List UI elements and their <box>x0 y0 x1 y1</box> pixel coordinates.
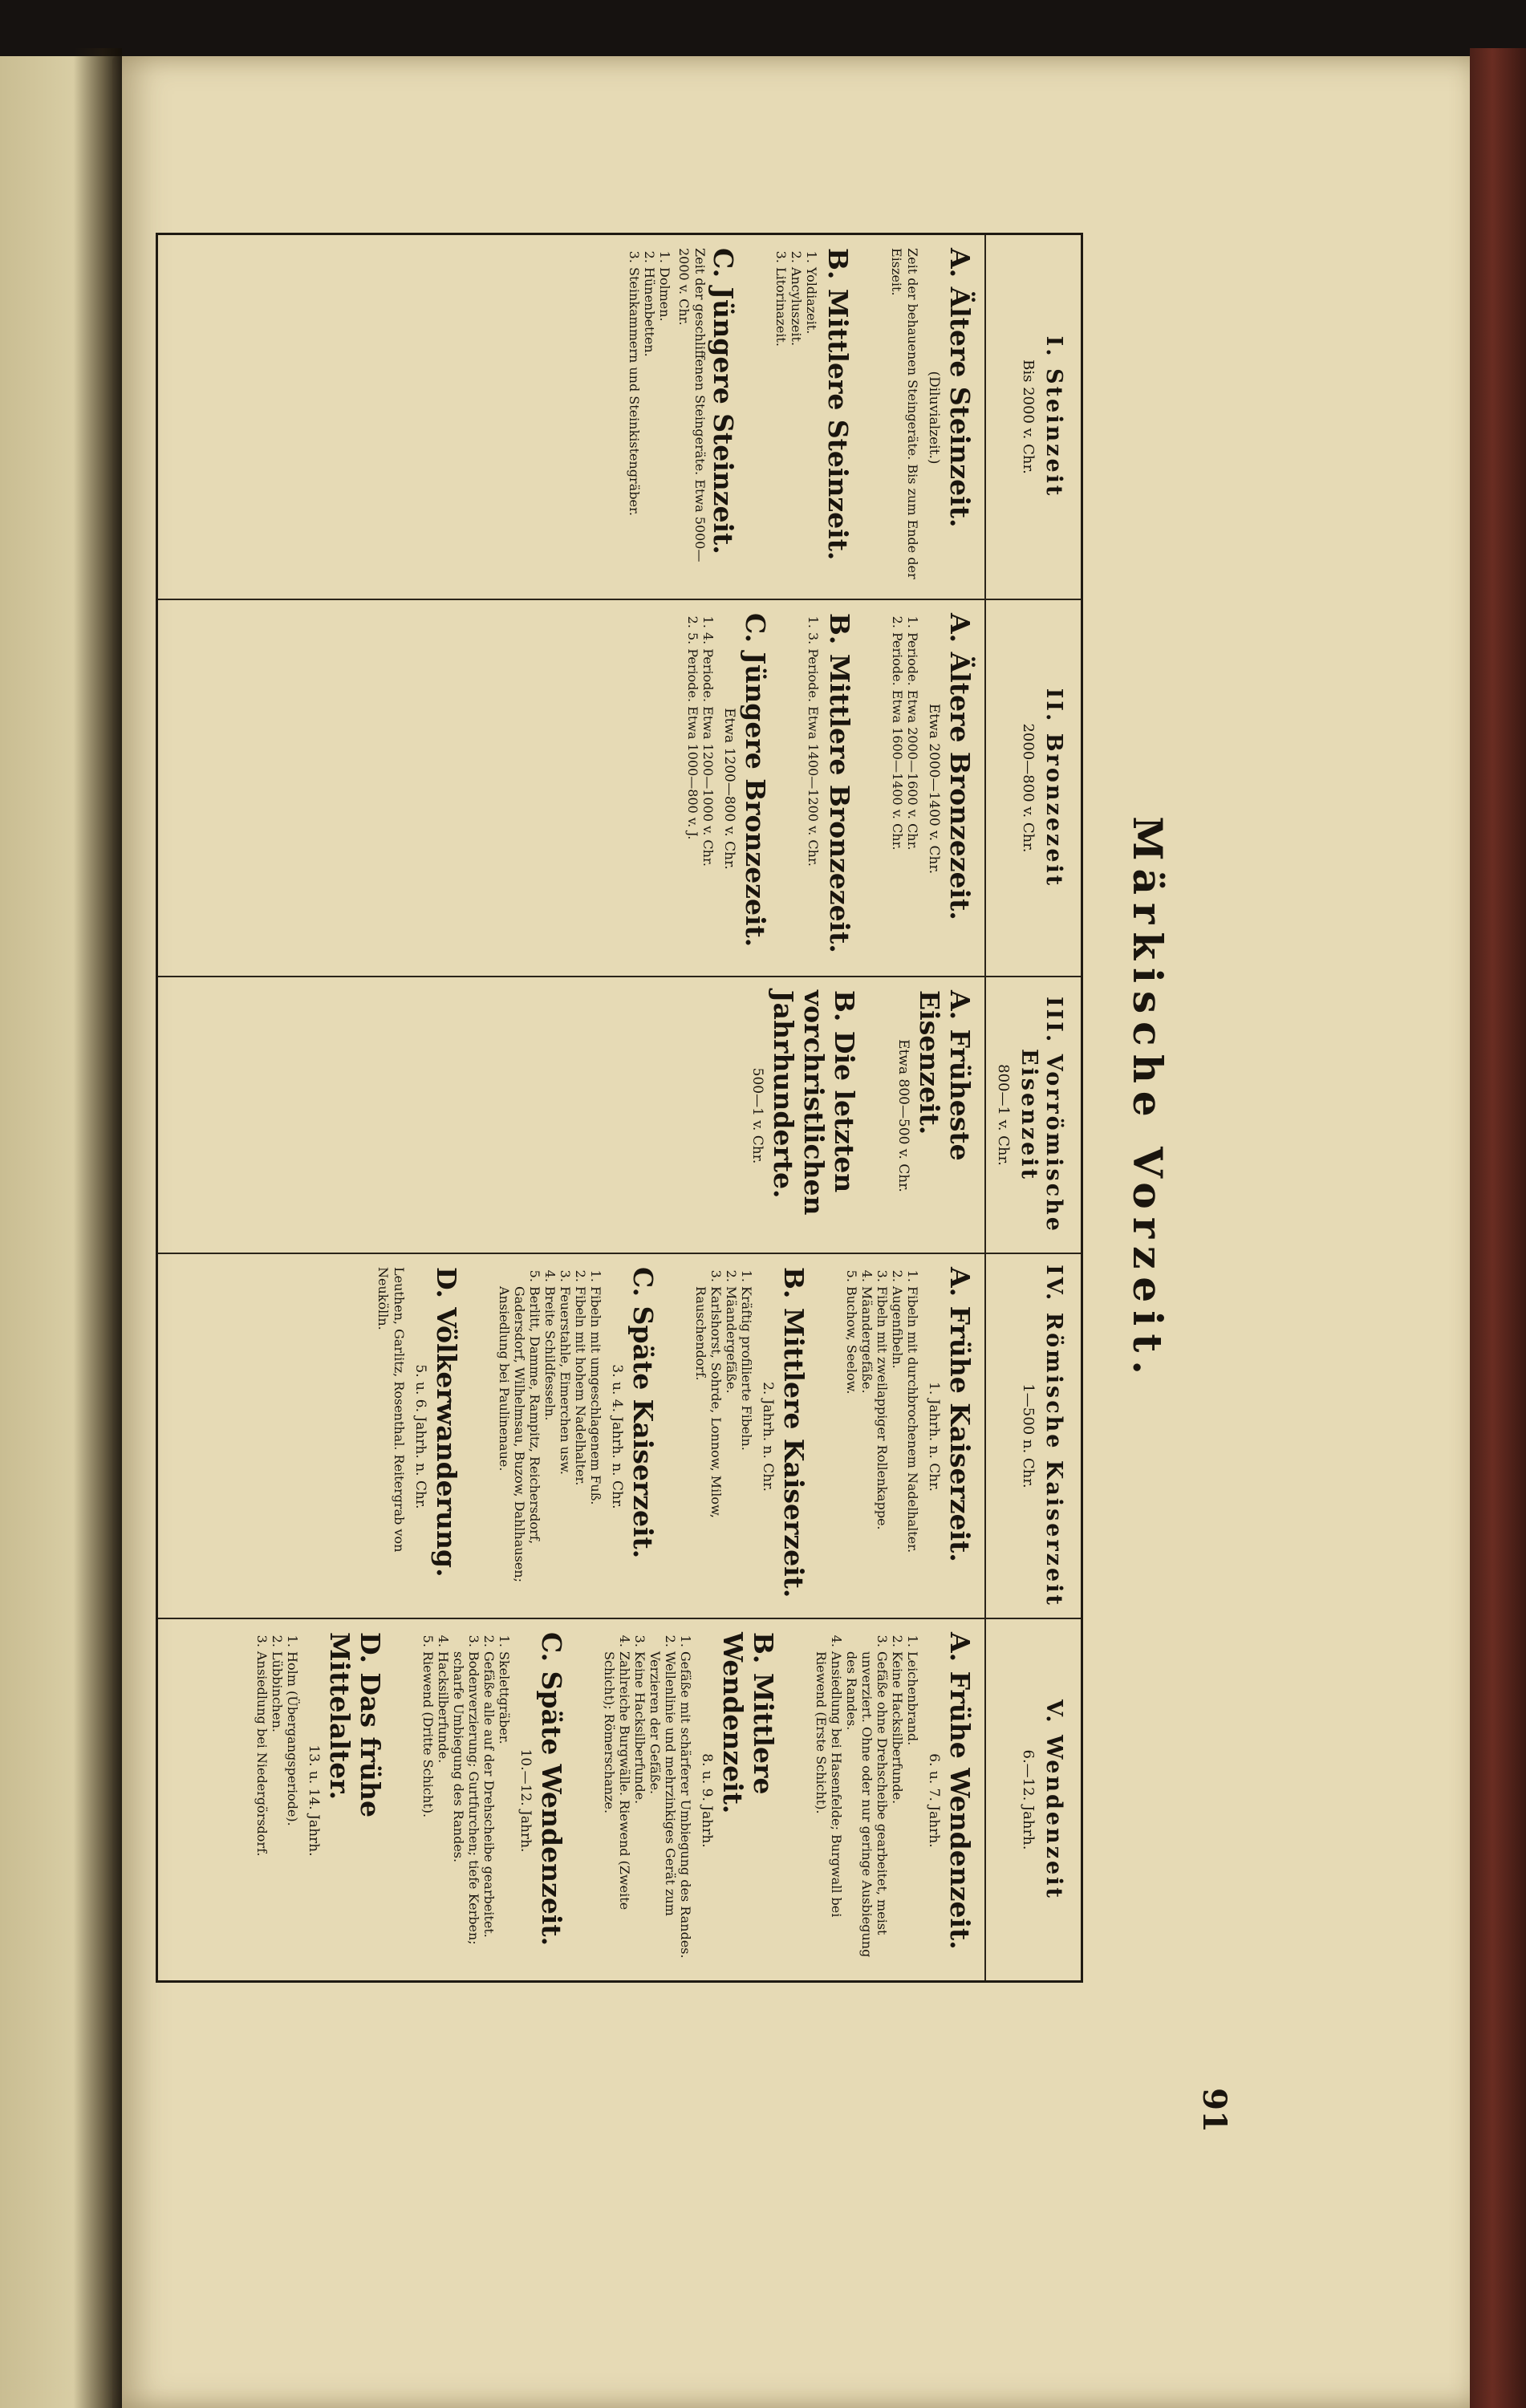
column-2 <box>158 600 1081 977</box>
section-title: A. Frühe Wendenzeit. <box>944 1632 976 1950</box>
section-title: B. Mittlere Bronzezeit. <box>824 613 855 953</box>
section-title: B. Mittlere Steinzeit. <box>822 248 854 561</box>
list-item: 5. Berlitt, Damme, Rampitz, Reichersdorf, Gadersdorf, Wilhelmsau, Buzow, Dahlhausen; Ansiedlung bei Paulinenaue. <box>497 1286 542 1606</box>
list-item: 4. Ansiedlung bei Hasenfelde; Burgwall bei Riewend (Erste Schicht). <box>814 1651 844 1969</box>
section-title: A. Früheste Eisenzeit. <box>914 990 976 1161</box>
section-title: D. Völkerwanderung. <box>431 1267 462 1578</box>
column-date-range: 6.—12. Jahrh. <box>1020 1749 1037 1850</box>
section-note: Zeit der behauenen Steingeräte. Bis zum Ende der Eiszeit. <box>889 248 920 579</box>
period-section <box>814 1632 975 1969</box>
column-heading: IV. Römische Kaiserzeit <box>1041 1265 1066 1607</box>
list-item: 1. Holm (Übergangsperiode). <box>285 1651 300 1969</box>
column-date-range: 2000—800 v. Chr. <box>1020 723 1037 853</box>
section-date: 13. u. 14. Jahrh. <box>306 1744 322 1857</box>
list-item: 2. Augenfibeln. <box>890 1286 905 1606</box>
period-section <box>890 613 975 964</box>
list-item: 1. Periode. Etwa 2000—1600 v. Chr. <box>905 632 920 964</box>
section-title: C. Jüngere Bronzezeit. <box>740 613 771 948</box>
list-item: 1. Gefäße mit schärferer Umbiegung des Randes. <box>678 1651 693 1969</box>
list-item: 3. Ansiedlung bei Niedergörsdorf. <box>254 1651 270 1969</box>
list-item: 1. 3. Periode. Etwa 1400—1200 v. Chr. <box>806 632 821 964</box>
list-item: 2. 5. Periode. Etwa 1000—800 v. J. <box>685 632 700 964</box>
chronology-table <box>156 233 1083 1983</box>
section-date: (Diluvialzeit.) <box>926 371 942 465</box>
period-section <box>888 248 975 587</box>
finds-list <box>806 613 821 964</box>
period-section <box>254 1632 385 1969</box>
section-title: A. Ältere Steinzeit. <box>944 248 976 528</box>
period-section <box>685 613 770 964</box>
rotated-table-content <box>144 209 1195 1990</box>
section-date: 1. Jahrh. n. Chr. <box>926 1382 942 1492</box>
finds-list <box>693 1267 754 1606</box>
column-heading: V. Wendenzeit <box>1041 1699 1066 1900</box>
list-item: 2. Ancyluszeit. <box>789 267 804 587</box>
column-4 <box>158 1254 1081 1619</box>
list-item: 3. Feuerstahle, Eimerchen usw. <box>558 1286 573 1606</box>
period-section <box>497 1267 658 1606</box>
column-header <box>984 1254 1081 1618</box>
section-date: 10.—12. Jahrh. <box>517 1748 534 1853</box>
section-title: A. Frühe Kaiserzeit. <box>944 1267 976 1562</box>
list-item: 2. Wellenlinie und mehrzinkiges Gerät zum Verzieren der Gefäße. <box>647 1651 678 1969</box>
period-section <box>375 1267 461 1606</box>
period-section <box>602 1632 778 1969</box>
list-item: 1. Fibeln mit durchbrochenem Nadelhalter. <box>905 1286 920 1606</box>
list-item: 3. Fibeln mit zweilappiger Rollenkappe. <box>875 1286 890 1606</box>
list-item: 2. Fibeln mit hohem Nadelhalter. <box>573 1286 588 1606</box>
list-item: 5. Riewend (Dritte Schicht). <box>420 1651 436 1969</box>
list-item: 2. Periode. Etwa 1600—1400 v. Chr. <box>890 632 905 964</box>
column-1 <box>158 235 1081 600</box>
list-item: 1. Dolmen. <box>657 267 672 587</box>
period-section <box>420 1632 566 1969</box>
section-date: Etwa 800—500 v. Chr. <box>895 1039 911 1192</box>
list-item: 3. Gefäße ohne Drehscheibe gearbeitet, meist unverziert. Ohne oder nur geringe Ausbiegung des Randes. <box>844 1651 890 1969</box>
list-item: 4. Hacksilberfunde. <box>436 1651 451 1969</box>
column-header <box>984 977 1081 1253</box>
period-section <box>749 990 859 1241</box>
section-title: C. Jüngere Steinzeit. <box>708 248 739 554</box>
list-item: 1. 4. Periode. Etwa 1200—1000 v. Chr. <box>700 632 716 964</box>
column-header <box>984 600 1081 976</box>
period-section <box>627 248 738 587</box>
column-heading: III. Vorrömische Eisenzeit <box>1017 997 1066 1233</box>
finds-list <box>627 248 672 587</box>
list-item: 3. Keine Hacksilberfunde. <box>632 1651 647 1969</box>
section-date: 6. u. 7. Jahrh. <box>926 1753 942 1848</box>
finds-list <box>685 613 716 964</box>
section-date: Etwa 1200—800 v. Chr. <box>721 708 737 870</box>
list-item: 2. Gefäße alle auf der Drehscheibe gearbeitet. <box>481 1651 497 1969</box>
column-date-range: Bis 2000 v. Chr. <box>1020 359 1037 474</box>
section-date: 5. u. 6. Jahrh. n. Chr. <box>412 1364 428 1509</box>
column-heading: II. Bronzezeit <box>1041 688 1066 888</box>
list-item: 4. Breite Schildfesseln. <box>542 1286 558 1606</box>
finds-list <box>420 1632 512 1969</box>
page-number: 91 <box>1195 2088 1233 2133</box>
list-item: 5. Buchow, Seelow. <box>844 1286 859 1606</box>
section-title: B. Die letzten vorchristlichen Jahrhunderte. <box>768 990 860 1216</box>
list-item: 4. Mäandergefäße. <box>859 1286 875 1606</box>
period-section <box>806 613 854 964</box>
list-item: 2. Mäandergefäße. <box>724 1286 739 1606</box>
section-note: Leuthen, Garlitz, Rosenthal. Reitergrab von Neukölln. <box>375 1267 407 1553</box>
section-date: 8. u. 9. Jahrh. <box>699 1753 715 1848</box>
section-date: 2. Jahrh. n. Chr. <box>760 1382 776 1492</box>
spine-shadow <box>74 48 122 2408</box>
section-title: C. Späte Kaiserzeit. <box>627 1267 659 1559</box>
section-date: 3. u. 4. Jahrh. n. Chr. <box>609 1364 625 1509</box>
list-item: 3. Bodenverzierung; Gurtfurchen; tiefe Kerben; scharfe Umbiegung des Randes. <box>451 1651 481 1969</box>
list-item: 2. Keine Hacksilberfunde. <box>890 1651 905 1969</box>
column-header <box>984 235 1081 599</box>
section-title: A. Ältere Bronzezeit. <box>944 613 976 920</box>
finds-list <box>890 613 920 964</box>
list-item: 3. Litorinazeit. <box>773 267 789 587</box>
column-3 <box>158 977 1081 1254</box>
list-item: 1. Yoldiazeit. <box>804 267 819 587</box>
section-title: B. Mittlere Kaiserzeit. <box>778 1267 810 1598</box>
list-item: 1. Leichenbrand. <box>905 1651 920 1969</box>
section-title: D. Das frühe Mittelalter. <box>324 1632 386 1818</box>
cover-edge <box>1470 48 1526 2408</box>
page-title: Märkische Vorzeit. <box>1124 816 1171 1383</box>
list-item: 2. Lübbinchen. <box>270 1651 285 1969</box>
finds-list <box>602 1632 693 1969</box>
finds-list <box>773 248 819 587</box>
section-title: B. Mittlere Wendenzeit. <box>717 1632 779 1814</box>
finds-list <box>844 1267 920 1606</box>
period-section <box>773 248 853 587</box>
list-item: 1. Fibeln mit umgeschlagenem Fuß. <box>588 1286 603 1606</box>
finds-list <box>254 1632 300 1969</box>
list-item: 3. Steinkammern und Steinkistengräber. <box>627 267 642 587</box>
list-item: 2. Hünenbetten. <box>642 267 657 587</box>
column-5 <box>158 1619 1081 1980</box>
section-note: Zeit der geschliffenen Steingeräte. Etwa 5000—2000 v. Chr. <box>676 248 708 562</box>
section-date: Etwa 2000—1400 v. Chr. <box>926 703 942 875</box>
period-section <box>895 990 975 1241</box>
column-header <box>984 1619 1081 1980</box>
column-date-range: 1—500 n. Chr. <box>1020 1383 1037 1488</box>
list-item: 3. Karlshorst, Sohrde, Lonnow, Milow, Rauschendorf. <box>693 1286 724 1606</box>
column-date-range: 800—1 v. Chr. <box>995 1064 1012 1166</box>
section-title: C. Späte Wendenzeit. <box>536 1632 567 1947</box>
list-item: 4. Zahlreiche Burgwälle. Riewend (Zweite Schicht); Römerschanze. <box>602 1651 632 1969</box>
section-date: 500—1 v. Chr. <box>749 1067 765 1164</box>
finds-list <box>814 1632 920 1969</box>
period-section <box>844 1267 975 1606</box>
column-heading: I. Steinzeit <box>1041 335 1066 498</box>
finds-list <box>497 1267 603 1606</box>
list-item: 1. Kräftig profilierte Fibeln. <box>739 1286 754 1606</box>
list-item: 1. Skelettgräber. <box>497 1651 512 1969</box>
period-section <box>693 1267 809 1606</box>
